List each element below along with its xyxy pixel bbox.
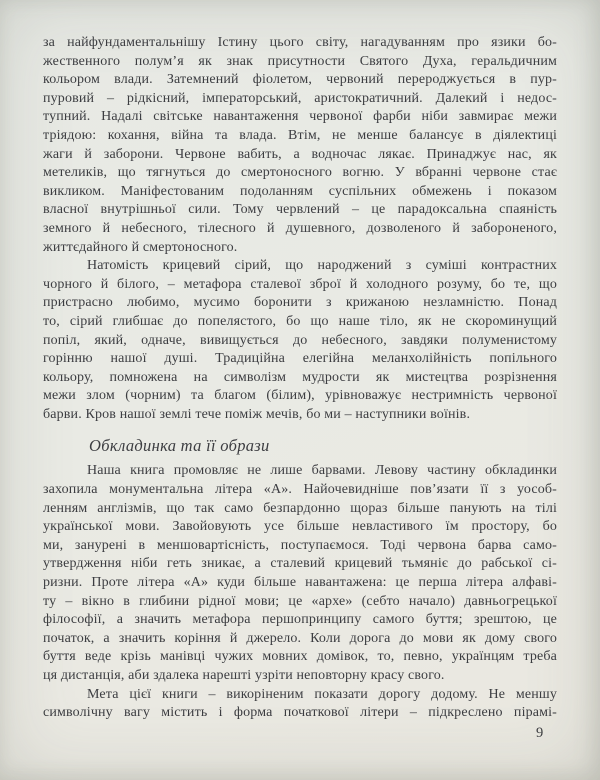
- section-heading: Обкладинка та її образи: [89, 436, 270, 456]
- text-line: пристрасно любимо, мусимо боронити з крижаною незламністю. Понад: [43, 295, 557, 311]
- text-line: тупний. Надалі світське навантаження червоної фарби ніби завмирає межи: [43, 109, 557, 125]
- text-line: української мови. Завойовують усе більше невластивого їм простору, бо: [43, 519, 557, 535]
- text-line: ризни. Проте літера «А» куди більше навантажена: це перша літера алфаві-: [43, 575, 557, 591]
- text-line: жественного полум’я як знак присутности Святого Духа, геральдичним: [43, 53, 557, 69]
- paragraph: [43, 686, 557, 723]
- text-line: ленням англізмів, що так само безпардонно щораз більше панують на тілі: [43, 500, 557, 516]
- text-line: ця дистанція, аби здалека нарешті узріти неповторну красу свого.: [43, 668, 445, 683]
- text-line: попіл, який, одначе, вивищується до небесного, завдяки полуменистому: [43, 332, 557, 348]
- text-line: кольору, помножена на символізм мудрости як мистецтва розрізнення: [43, 369, 557, 385]
- text-line: то, сірий глибшає до попелястого, бо що наше тіло, як не скороминущий: [43, 313, 557, 329]
- text-line: межи злом (чорним) та благом (білим), урівноважує нестримність червоної: [43, 388, 557, 404]
- text-line: філософії, а значить метафора першопринципу самого буття; зрештою, це: [43, 612, 557, 628]
- text-block: [43, 34, 557, 723]
- text-line: початок, а значить коріння й джерело. Коли дорога до мови як дому свого: [43, 630, 557, 646]
- text-line: барви. Кров нашої землі тече поміж мечів, бо ми – наступники воїнів.: [43, 406, 471, 422]
- paragraph: [43, 462, 557, 685]
- paragraph: [43, 257, 557, 424]
- text-line: життєдайного й смертоносного.: [43, 239, 238, 255]
- text-line: викликом. Маніфестованим подоланням суспільних обмежень і показом: [43, 183, 557, 199]
- text-line: чорного й білого, – метафора сталевої зброї й холодного розуму, бо те, що: [43, 276, 557, 292]
- text-line: символічну вагу містить і форма початкової літери – підкреслено пірамі-: [43, 705, 557, 721]
- text-line: за найфундаментальнішу Істину цього світу, нагадуванням про язики бо-: [43, 35, 557, 50]
- text-line: Натомість крицевий сірий, що народжений з суміші контрастних: [87, 258, 557, 274]
- text-line: Мета цієї книги – викоріненим показати дорогу додому. Не меншу: [87, 686, 557, 702]
- page-number: 9: [536, 725, 544, 741]
- paragraph: [43, 34, 557, 257]
- text-line: захопила монументальна літера «А». Найочевидніше пов’язати її з уособ-: [43, 482, 557, 498]
- text-line: Наша книга промовляє не лише барвами. Левову частину обкладинки: [87, 463, 557, 479]
- text-line: горінню нашої душі. Традиційна елегійна меланхолійність попільного: [43, 351, 557, 367]
- text-line: метеликів, що тягнуться до смертоносного вогню. У вбранні червоне стає: [43, 165, 557, 181]
- text-line: кольором влади. Затемнений фіолетом, червоний перероджується в пур-: [43, 72, 557, 88]
- text-line: тріядою: кохання, війна та влада. Втім, не менше балансує в діялектиці: [43, 127, 557, 143]
- text-line: земного й небесного, тілесного й душевного, дозволеного й забороненого,: [43, 220, 557, 236]
- text-line: буття веде крізь манівці чужих мовних домівок, то, певно, українцям треба: [43, 649, 557, 665]
- text-line: ту – вікно в глибини рідної мови; це «архе» (себто начало) давньогрецької: [43, 593, 557, 609]
- text-line: утвердження ніби геть зникає, а сталевий крицевий тьмяніє до рабської сі-: [43, 556, 557, 572]
- text-line: жаги й заборони. Червоне вабить, а водночас лякає. Принаджує нас, як: [43, 146, 557, 162]
- text-line: пуровий – рідкісний, імператорський, аристократичний. Далекий і недос-: [43, 90, 557, 106]
- text-line: власної внутрішньої сили. Тому червлений – це парадоксальна спаяність: [43, 202, 557, 218]
- text-line: ми, занурені в меншовартісність, поступаємося. Тоді червона барва само-: [43, 537, 557, 553]
